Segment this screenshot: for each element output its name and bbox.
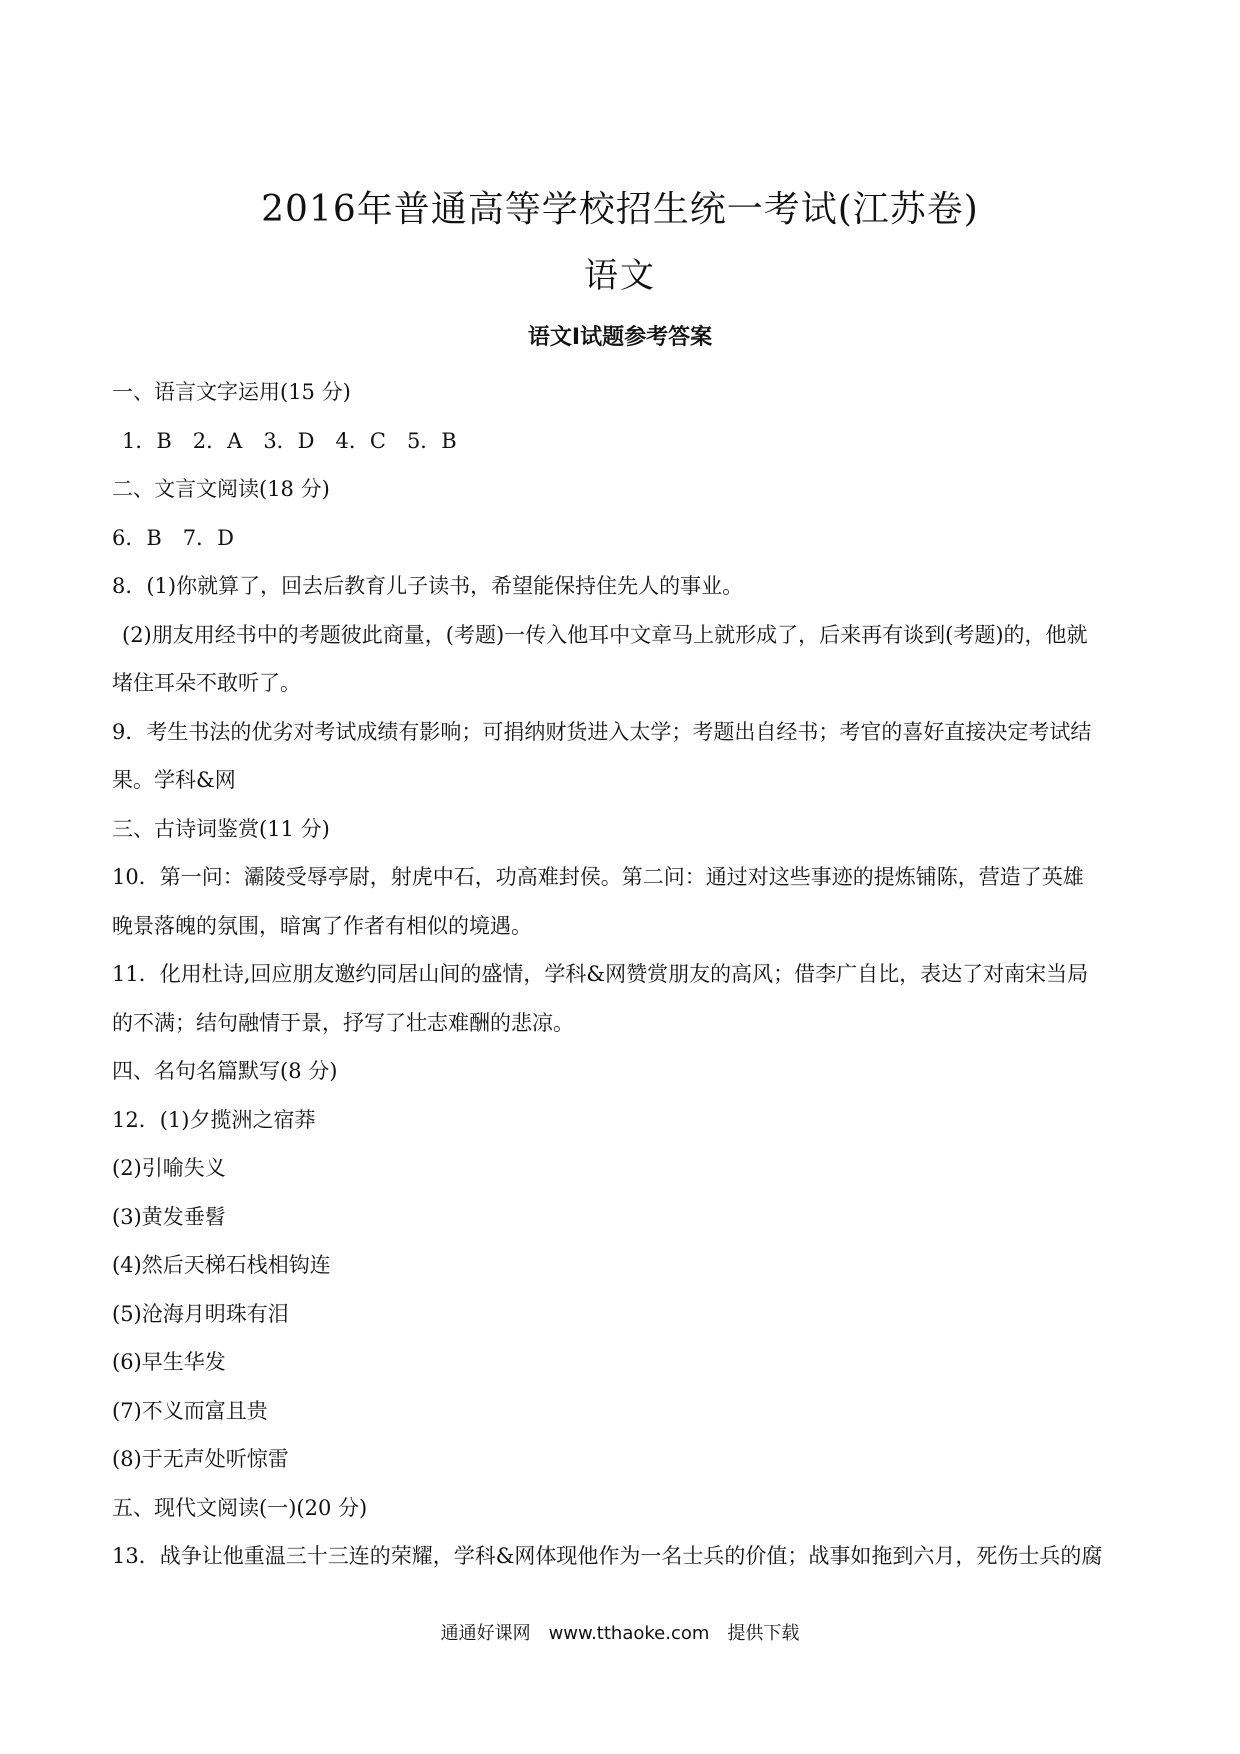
text-line: (2)引喻失义	[112, 1156, 226, 1180]
text-line: 13．战争让他重温三十三连的荣耀，学科&网体现他作为一名士兵的价值；战事如拖到六月，死伤士兵的腐	[112, 1544, 1103, 1568]
text-line: 果。学科&网	[112, 768, 236, 792]
text-line: (2)朋友用经书中的考题彼此商量，(考题)一传入他耳中文章马上就形成了，后来再有谈到(考题)的，他就	[122, 622, 1088, 647]
text-line: 四、名句名篇默写(8 分)	[112, 1059, 338, 1083]
text-line: (6)早生华发	[112, 1350, 226, 1374]
text-line: 堵住耳朵不敢听了。	[112, 671, 301, 695]
text-line: (8)于无声处听惊雷	[112, 1447, 289, 1471]
footer-text: 通通好课网 www.tthaoke.com 提供下载	[440, 1623, 800, 1644]
text-line: 三、古诗词鉴赏(11 分)	[112, 816, 330, 841]
text-line: 10．第一问：灞陵受辱亭尉，射虎中石，功高难封侯。第二问：通过对这些事迹的提炼铺陈，营造了英雄	[112, 865, 1084, 889]
text-line: 6．B 7．D	[112, 525, 234, 550]
text-line: 晚景落魄的氛围，暗寓了作者有相似的境遇。	[112, 913, 532, 938]
text-line: 的不满；结句融情于景，抒写了壮志难酬的悲凉。	[112, 1010, 574, 1035]
text-line: 一、语言文字运用(15 分)	[112, 380, 351, 404]
text-line: 五、现代文阅读(一)(20 分)	[112, 1495, 368, 1520]
answer-heading: 语文Ⅰ试题参考答案	[527, 325, 713, 350]
text-line: 8．(1)你就算了，回去后教育儿子读书，希望能保持住先人的事业。	[112, 574, 744, 598]
answer-content	[112, 368, 1132, 1581]
text-line: (3)黄发垂髫	[112, 1204, 226, 1229]
text-line: 9．考生书法的优劣对考试成绩有影响；可捐纳财货进入太学；考题出自经书；考官的喜好直接决定考试结	[112, 719, 1092, 744]
text-line: (4)然后天梯石栈相钩连	[112, 1253, 331, 1277]
text-line: 11．化用杜诗,回应朋友邀约同居山间的盛情，学科&网赞赏朋友的高风；借李广自比，表达了对南宋当局	[112, 962, 1089, 986]
text-line: (7)不义而富且贵	[112, 1398, 268, 1423]
text-line: (5)沧海月明珠有泪	[112, 1301, 289, 1326]
text-line: 12．(1)夕揽洲之宿莽	[112, 1107, 316, 1132]
text-line: 二、文言文阅读(18 分)	[112, 477, 330, 501]
document-title: 2016年普通高等学校招生统一考试(江苏卷)	[261, 189, 979, 230]
subject-title: 语文	[584, 256, 656, 296]
text-line: 1．B 2．A 3．D 4．C 5．B	[122, 428, 457, 453]
